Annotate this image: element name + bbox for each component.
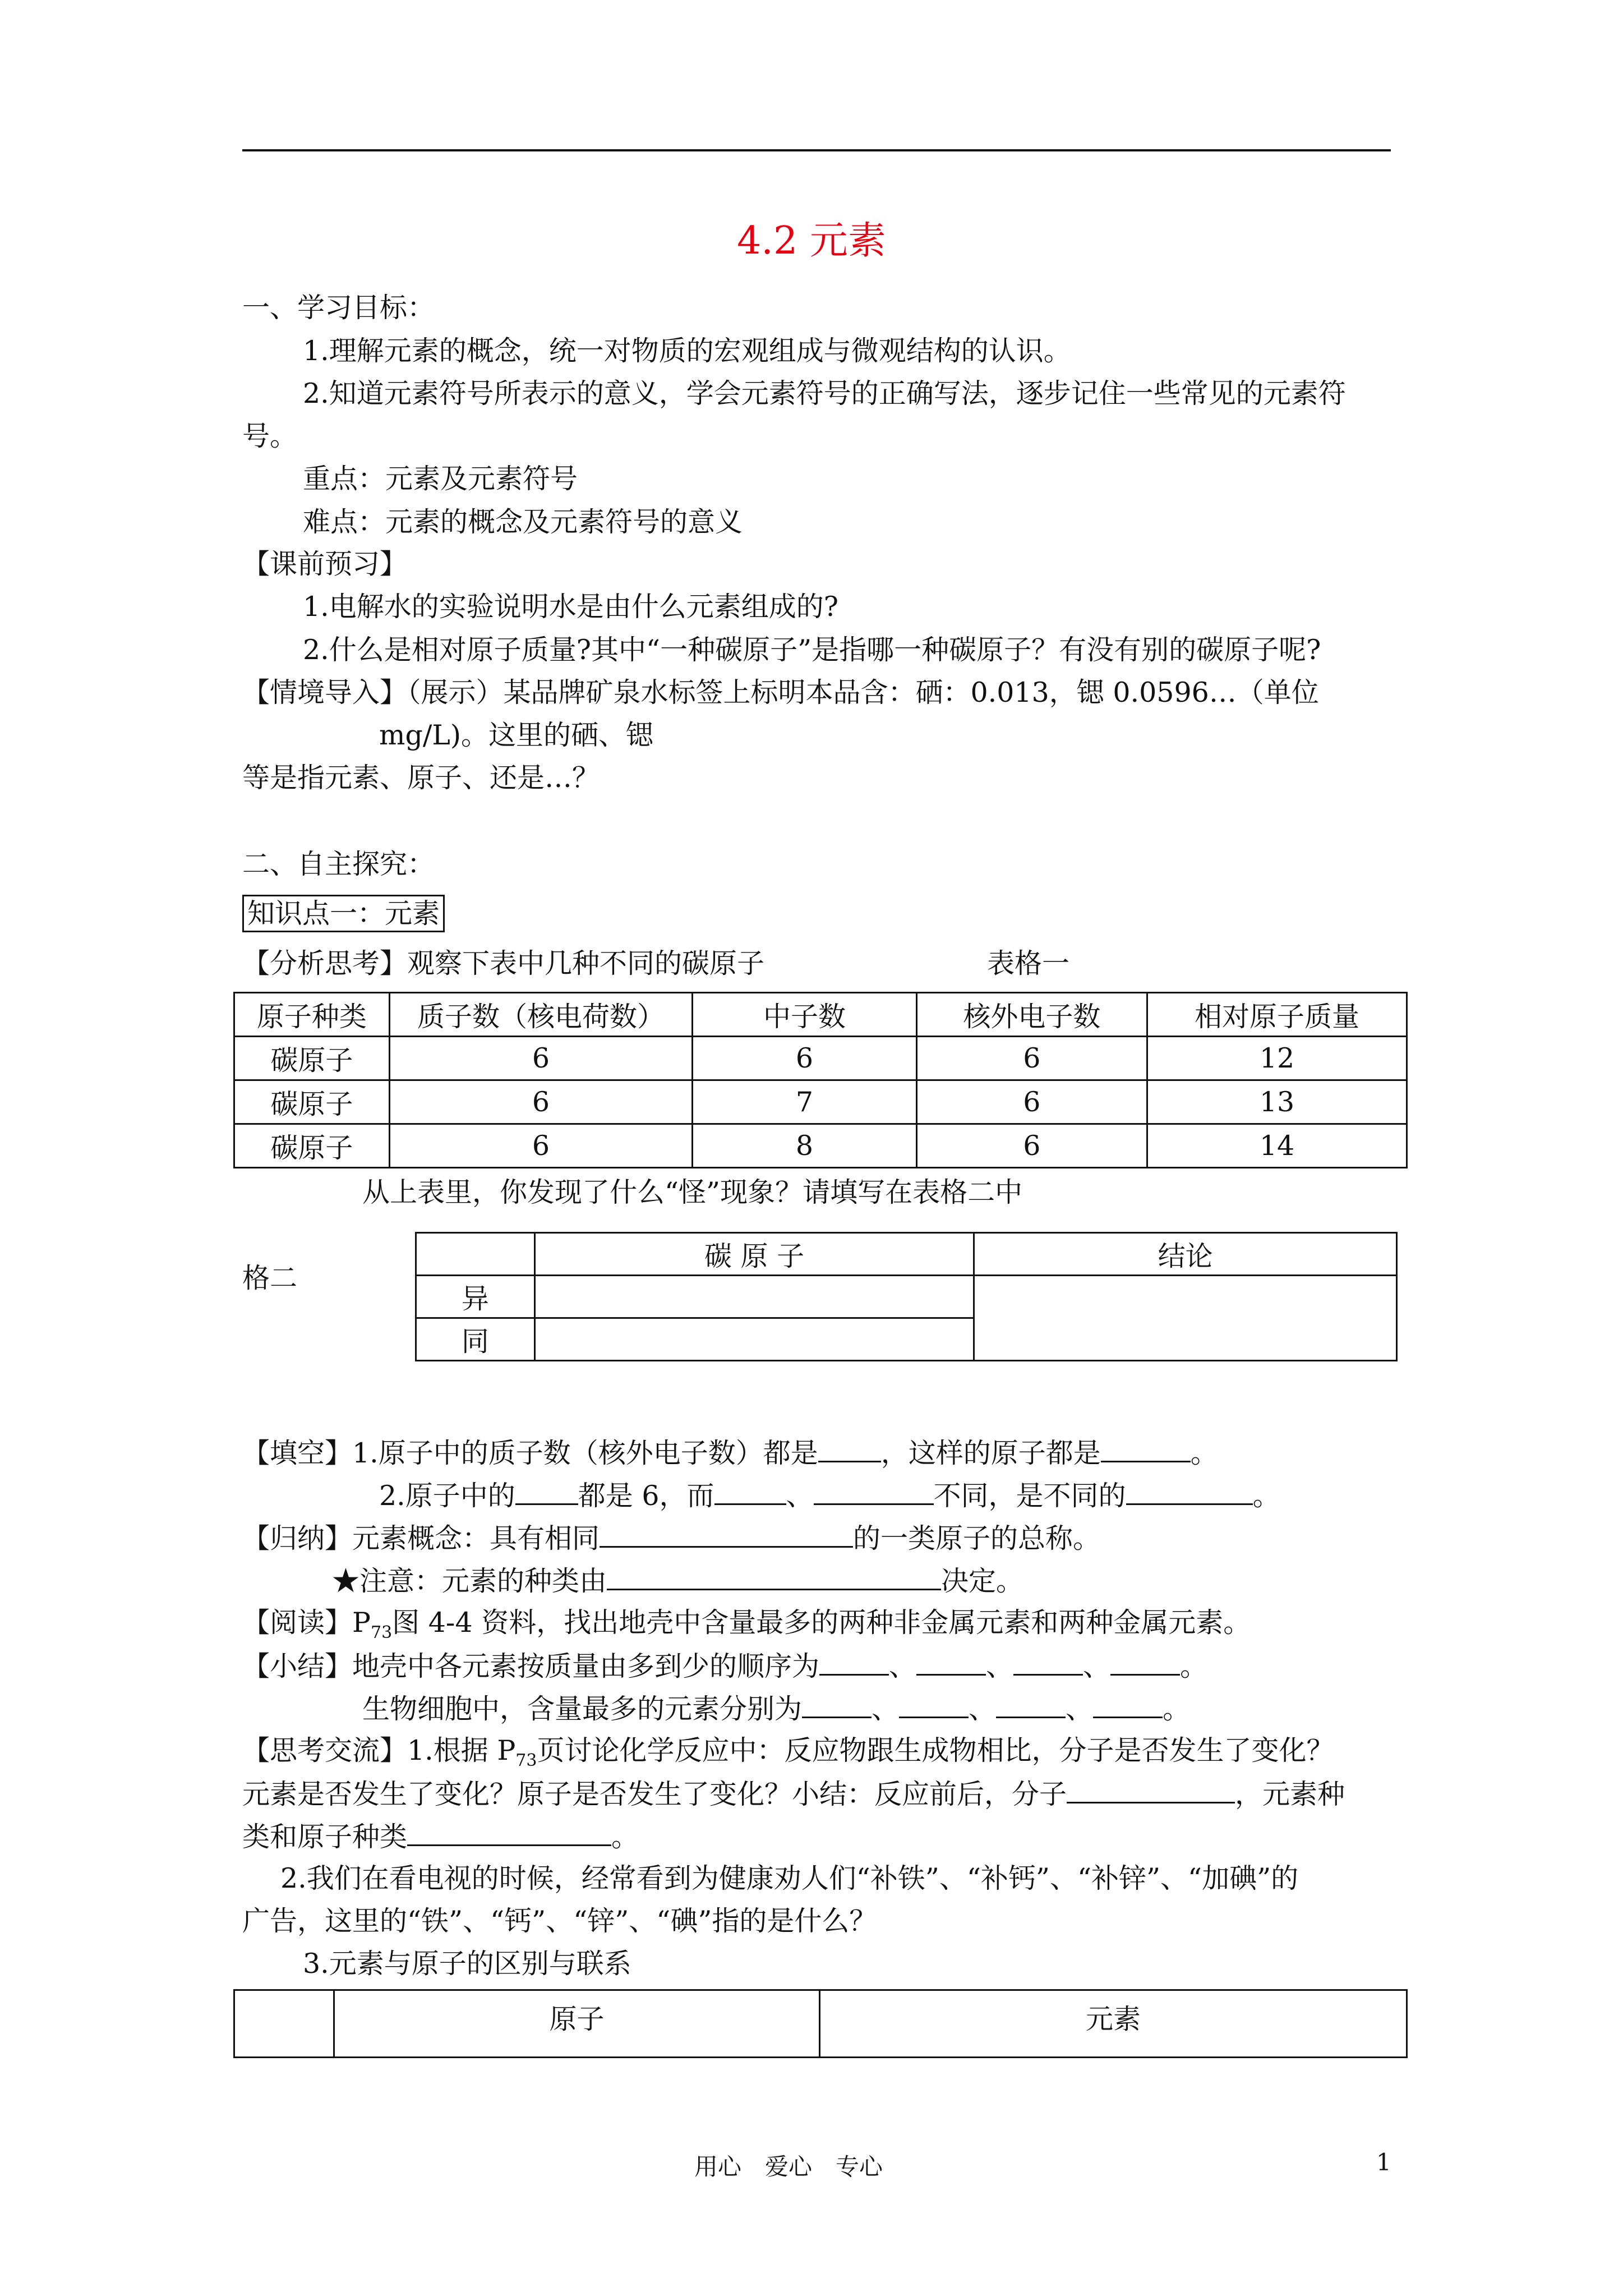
scene-line-1: 【情境导入】（展示）某品牌矿泉水标签上标明本品含：硒：0.013，锶 0.0596…（单位 <box>242 677 1319 708</box>
blank[interactable] <box>714 1479 786 1505</box>
blank[interactable] <box>1013 1649 1083 1676</box>
table2-side-label: 格二 <box>242 1262 298 1294</box>
table-header: 中子数 <box>693 993 916 1037</box>
blank[interactable] <box>1126 1479 1253 1505</box>
footer-motto: 用心 爱心 专心 <box>694 2153 883 2180</box>
blank[interactable] <box>1101 1436 1191 1462</box>
fill-line-2: 2.原子中的 都是 6，而 、 不同，是不同的 。 <box>379 1480 1280 1512</box>
induct-line-1: 【归纳】元素概念：具有相同 的一类原子的总称。 <box>242 1522 1101 1554</box>
table-cell: 13 <box>1147 1080 1407 1124</box>
section1-heading: 一、学习目标： <box>242 292 435 324</box>
table-cell: 8 <box>693 1124 916 1168</box>
induct-note: ★注意：元素的种类由 决定。 <box>332 1565 1024 1597</box>
table-row <box>234 1037 1407 1080</box>
blank[interactable] <box>916 1649 986 1676</box>
think-line-3: 类和原子种类 。 <box>242 1821 639 1853</box>
answer-cell[interactable] <box>534 1318 974 1361</box>
table-cell: 碳原子 <box>234 1124 390 1168</box>
table-cell: 6 <box>389 1080 693 1124</box>
table-header: 原子种类 <box>234 993 390 1037</box>
table-cell: 7 <box>693 1080 916 1124</box>
blank[interactable] <box>899 1692 969 1718</box>
table-cell: 同 <box>416 1318 535 1361</box>
table-row <box>416 1276 1397 1318</box>
table2-prompt: 从上表里，你发现了什么“怪”现象？请填写在表格二中 <box>362 1176 1023 1208</box>
atom-element-table <box>233 1989 1408 2058</box>
key-point: 重点：元素及元素符号 <box>303 463 578 495</box>
page-title: 4.2 元素 <box>737 219 886 263</box>
table-header: 原子 <box>334 1990 819 2058</box>
goal-1: 1.理解元素的概念，统一对物质的宏观组成与微观结构的认识。 <box>303 335 1071 367</box>
blank[interactable] <box>407 1820 611 1846</box>
table-header: 质子数（核电荷数） <box>389 993 693 1037</box>
blank[interactable] <box>1093 1692 1163 1718</box>
knowledge-point-box: 知识点一：元素 <box>242 895 445 932</box>
goal-2: 2.知道元素符号所表示的意义，学会元素符号的正确写法，逐步记住一些常见的元素符 <box>303 378 1346 409</box>
section2-heading: 二、自主探究： <box>242 848 435 880</box>
table-header: 相对原子质量 <box>1147 993 1407 1037</box>
table-cell: 6 <box>389 1037 693 1080</box>
think-q2-line-1: 2.我们在看电视的时候，经常看到为健康劝人们“补铁”、“补钙”、“补锌”、“加碘”的 <box>280 1862 1299 1894</box>
table-cell: 6 <box>389 1124 693 1168</box>
table-cell: 6 <box>693 1037 916 1080</box>
carbon-atom-table <box>233 992 1408 1168</box>
blank[interactable] <box>996 1692 1066 1718</box>
scene-line-2: mg/L)。这里的硒、锶 <box>379 719 653 751</box>
blank[interactable] <box>607 1564 941 1590</box>
summary-line-1: 【小结】地壳中各元素按质量由多到少的顺序为 、 、 、 。 <box>242 1650 1208 1682</box>
blank[interactable] <box>814 1479 934 1505</box>
table-header: 碳 原 子 <box>534 1233 974 1276</box>
table-header <box>234 1990 334 2058</box>
header-rule <box>242 149 1391 151</box>
reading-line: 【阅读】$P_{73}$图 4-4 资料，找出地壳中含量最多的两种非金属元素和两种金属元素。 <box>242 1607 1251 1642</box>
blank[interactable] <box>802 1692 872 1718</box>
table-row <box>234 1124 1407 1168</box>
carbon-compare-table <box>415 1232 1398 1361</box>
table-header-row <box>234 1990 1407 2058</box>
table-cell: 6 <box>916 1124 1147 1168</box>
think-q2-line-2: 广告，这里的“铁”、“钙”、“锌”、“碘”指的是什么？ <box>242 1905 877 1937</box>
table-row <box>234 1080 1407 1124</box>
table-cell: 异 <box>416 1276 535 1318</box>
table-header-row <box>234 993 1407 1037</box>
analyze-heading: 【分析思考】观察下表中几种不同的碳原子 <box>242 947 765 979</box>
preview-heading: 【课前预习】 <box>242 548 408 580</box>
blank[interactable] <box>819 1649 889 1676</box>
table1-label: 表格一 <box>987 947 1070 979</box>
think-line-1: 【思考交流】1.根据 $P_{73}$页讨论化学反应中：反应物跟生成物相比，分子是否发生了变化？ <box>242 1734 1334 1770</box>
page-number: 1 <box>1376 2148 1391 2176</box>
think-q3: 3.元素与原子的区别与联系 <box>303 1948 631 1980</box>
blank[interactable] <box>818 1436 881 1462</box>
table-header: 元素 <box>820 1990 1407 2058</box>
knowledge-point-1 <box>242 898 445 930</box>
blank[interactable] <box>1067 1777 1235 1803</box>
preview-q1: 1.电解水的实验说明水是由什么元素组成的? <box>303 591 839 623</box>
conclusion-cell[interactable] <box>974 1276 1397 1361</box>
goal-2-cont: 号。 <box>242 420 298 452</box>
table-cell <box>416 1233 535 1276</box>
table-cell: 12 <box>1147 1037 1407 1080</box>
fill-line-1: 【填空】1.原子中的质子数（核外电子数）都是 ，这样的原子都是 。 <box>242 1437 1218 1469</box>
difficult-point: 难点：元素的概念及元素符号的意义 <box>303 506 743 538</box>
table-cell: 6 <box>916 1037 1147 1080</box>
scene-line-3: 等是指元素、原子、还是…？ <box>242 762 600 794</box>
table-cell: 6 <box>916 1080 1147 1124</box>
table-header: 核外电子数 <box>916 993 1147 1037</box>
table-cell: 14 <box>1147 1124 1407 1168</box>
table-header: 结论 <box>974 1233 1397 1276</box>
preview-q2: 2.什么是相对原子质量?其中“一种碳原子”是指哪一种碳原子？有没有别的碳原子呢? <box>303 634 1321 666</box>
blank[interactable] <box>1110 1649 1180 1676</box>
think-line-2: 元素是否发生了变化？原子是否发生了变化？小结：反应前后，分子 ，元素种 <box>242 1778 1345 1810</box>
blank[interactable] <box>515 1479 578 1505</box>
table-cell: 碳原子 <box>234 1080 390 1124</box>
summary-line-2: 生物细胞中，含量最多的元素分别为 、 、 、 。 <box>362 1693 1191 1725</box>
table-cell: 碳原子 <box>234 1037 390 1080</box>
blank[interactable] <box>600 1521 853 1548</box>
answer-cell[interactable] <box>534 1276 974 1318</box>
